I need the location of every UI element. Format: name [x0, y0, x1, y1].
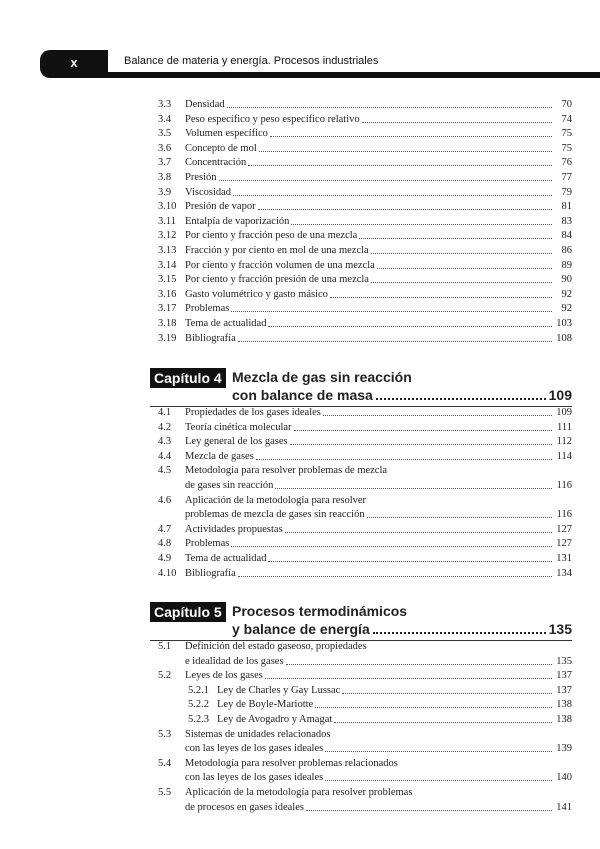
- entry-title: Metodología para resolver problemas relacionados: [185, 757, 398, 769]
- entry-page: 92: [561, 303, 572, 315]
- entry-page: 137: [556, 684, 572, 696]
- page-number-tab: x: [40, 50, 108, 78]
- leader-dots: [256, 459, 552, 460]
- entry-page: 109: [556, 407, 572, 418]
- leader-dots: [275, 488, 552, 489]
- entry-title: Problemas: [185, 303, 230, 315]
- entry-number: 4.4: [158, 450, 172, 462]
- leader-dots: [238, 576, 552, 577]
- leader-dots: [265, 678, 552, 679]
- entry-number: 4.7: [158, 523, 172, 535]
- entry-title: Aplicación de la metodología para resolver problemas: [185, 787, 413, 798]
- entry-page: 89: [561, 259, 572, 271]
- entry-title: Presión de vapor: [185, 201, 256, 213]
- entry-number: 3.11: [158, 215, 176, 227]
- entry-page: 76: [561, 157, 572, 169]
- entry-number: 4.5: [158, 465, 172, 477]
- entry-page: 74: [561, 113, 572, 125]
- entry-title: Tema de actualidad: [185, 318, 267, 329]
- entry-number: 3.3: [158, 99, 172, 110]
- leader-dots: [325, 780, 552, 781]
- entry-page: 81: [561, 201, 572, 213]
- entry-page: 138: [556, 714, 572, 725]
- leader-dots: [219, 180, 553, 181]
- entry-number: 5.4: [158, 757, 172, 769]
- leader-dots: [227, 107, 552, 108]
- entry-number: 3.14: [158, 259, 177, 271]
- entry-number: 4.9: [158, 553, 172, 564]
- entry-number: 3.5: [158, 128, 172, 140]
- entry-title: Por ciento y fracción peso de una mezcla: [185, 230, 358, 242]
- entry-title-cont: con las leyes de los gases ideales: [185, 743, 324, 755]
- leader-dots: [371, 253, 552, 254]
- entry-title: Ley general de los gases: [185, 436, 288, 448]
- leader-dots: [286, 664, 552, 665]
- entry-number: 3.6: [158, 142, 172, 154]
- entry-number: 3.16: [158, 288, 177, 300]
- entry-page: 141: [556, 801, 572, 813]
- entry-page: 138: [556, 699, 572, 711]
- leader-dots: [268, 561, 552, 562]
- chapter-title-cont: con balance de masa: [232, 387, 373, 403]
- leader-dots: [377, 268, 552, 269]
- entry-page: 135: [556, 655, 572, 667]
- leader-dots: [248, 165, 552, 166]
- entry-title: Ley de Avogadro y Amagat: [217, 714, 333, 725]
- entry-title-cont: con las leyes de los gases ideales: [185, 772, 324, 784]
- entry-page: 86: [561, 245, 572, 256]
- running-title: Balance de materia y energía. Procesos industriales: [124, 55, 379, 67]
- entry-title: Propiedades de los gases ideales: [185, 407, 321, 418]
- entry-title-cont: de procesos en gases ideales: [185, 801, 304, 813]
- leader-dots: [362, 122, 552, 123]
- entry-title: Por ciento y fracción volumen de una mezcla: [185, 259, 375, 271]
- leader-dots: [291, 224, 552, 225]
- leader-dots: [268, 326, 552, 327]
- leader-dots: [306, 810, 552, 811]
- entry-page: 134: [556, 567, 572, 579]
- entry-title: Teoría cinética molecular: [185, 421, 292, 433]
- entry-number: 5.3: [158, 728, 172, 740]
- entry-title: Metodología para resolver problemas de mezcla: [185, 465, 388, 477]
- entry-page: 75: [561, 128, 572, 140]
- chapter-title-cont: y balance de energía: [232, 621, 370, 637]
- entry-page: 127: [556, 538, 572, 550]
- entry-page: 116: [556, 509, 572, 521]
- entry-page: 114: [556, 450, 572, 462]
- leader-dots: [258, 209, 552, 210]
- entry-number: 4.3: [158, 436, 172, 448]
- entry-title: Concentración: [185, 157, 247, 169]
- entry-number: 5.2: [158, 670, 172, 682]
- entry-page: 111: [557, 421, 572, 433]
- entry-number: 3.12: [158, 230, 177, 242]
- leader-dots: [325, 751, 552, 752]
- entry-page: 92: [561, 288, 572, 300]
- entry-title: Volumen específico: [185, 128, 268, 140]
- entry-title: Ley de Boyle-Mariotte: [217, 699, 314, 711]
- entry-number: 5.1: [158, 641, 172, 652]
- leader-dots: [259, 151, 552, 152]
- entry-number: 4.8: [158, 538, 172, 550]
- entry-number: 3.4: [158, 113, 172, 125]
- entry-title: Concepto de mol: [185, 142, 257, 154]
- entry-number: 4.10: [158, 567, 177, 579]
- entry-title: Mezcla de gases: [185, 450, 254, 462]
- entry-title: Fracción y por ciento en mol de una mezcla: [185, 245, 369, 256]
- entry-title: Aplicación de la metodología para resolver: [185, 494, 367, 506]
- entry-title-cont: de gases sin reacción: [185, 479, 274, 491]
- leader-dots: [294, 430, 552, 431]
- entry-page: 75: [561, 142, 572, 154]
- leader-dots: [342, 693, 552, 694]
- chapter-label: Capítulo 5: [150, 602, 226, 622]
- chapter-title-line2: [232, 620, 572, 638]
- entry-title: Peso específico y peso específico relativo: [185, 113, 360, 125]
- leader-dots: [373, 632, 546, 634]
- chapter-page: 135: [548, 621, 572, 637]
- leader-dots: [334, 722, 552, 723]
- leader-dots: [330, 297, 552, 298]
- header-rule: [108, 72, 600, 78]
- leader-dots: [233, 195, 552, 196]
- entry-page: 83: [561, 215, 572, 227]
- entry-page: 90: [561, 274, 572, 286]
- entry-page: 103: [556, 318, 572, 329]
- entry-title: Leyes de los gases: [185, 670, 263, 682]
- entry-title: Densidad: [185, 99, 225, 110]
- entry-title: Sistemas de unidades relacionados: [185, 728, 331, 740]
- entry-title: Actividades propuestas: [185, 523, 283, 535]
- leader-dots: [376, 398, 546, 400]
- leader-dots: [231, 311, 552, 312]
- entry-number: 3.19: [158, 332, 177, 344]
- leader-dots: [285, 532, 552, 533]
- chapter-title: Mezcla de gas sin reacción: [232, 369, 412, 385]
- entry-title: Por ciento y fracción presión de una mezcla: [185, 274, 369, 286]
- entry-title: Viscosidad: [185, 186, 232, 198]
- entry-page: 112: [556, 436, 572, 448]
- chapter-title: Procesos termodinámicos: [232, 603, 408, 619]
- leader-dots: [270, 136, 552, 137]
- entry-title: Entalpía de vaporización: [185, 215, 290, 227]
- entry-number: 5.2.3: [188, 714, 209, 725]
- entry-number: 4.2: [158, 421, 172, 433]
- entry-page: 108: [556, 332, 572, 344]
- entry-number: 4.6: [158, 494, 172, 506]
- chapter-label: Capítulo 4: [150, 368, 226, 388]
- leader-dots: [238, 341, 552, 342]
- entry-page: 127: [556, 523, 572, 535]
- page-header: [40, 50, 600, 78]
- chapter-rule: [150, 406, 572, 407]
- entry-title-cont: problemas de mezcla de gases sin reacción: [185, 509, 365, 521]
- entry-number: 5.2.2: [188, 699, 209, 711]
- entry-number: 3.9: [158, 186, 172, 198]
- entry-page: 70: [561, 99, 572, 110]
- entry-number: 3.17: [158, 303, 177, 315]
- leader-dots: [367, 517, 552, 518]
- entry-number: 3.18: [158, 318, 177, 329]
- entry-page: 79: [561, 186, 572, 198]
- entry-number: 5.2.1: [188, 684, 209, 696]
- entry-number: 3.7: [158, 157, 172, 169]
- entry-title: Gasto volumétrico y gasto másico: [185, 288, 328, 300]
- entry-title-cont: e idealidad de los gases: [185, 655, 284, 667]
- leader-dots: [323, 415, 552, 416]
- entry-page: 139: [556, 743, 572, 755]
- entry-number: 3.8: [158, 172, 172, 183]
- entry-title: Problemas: [185, 538, 230, 550]
- chapter-rule: [150, 640, 572, 641]
- entry-page: 137: [556, 670, 572, 682]
- entry-page: 84: [561, 230, 572, 242]
- leader-dots: [315, 707, 552, 708]
- entry-page: 77: [561, 172, 572, 183]
- leader-dots: [290, 444, 552, 445]
- entry-page: 140: [556, 772, 572, 784]
- entry-title: Bibliografía: [185, 567, 236, 579]
- entry-number: 4.1: [158, 407, 172, 418]
- leader-dots: [231, 546, 552, 547]
- entry-title: Ley de Charles y Gay Lussac: [217, 684, 341, 696]
- entry-number: 5.5: [158, 787, 172, 798]
- entry-title: Presión: [185, 172, 217, 183]
- entry-page: 116: [556, 479, 572, 491]
- entry-title: Tema de actualidad: [185, 553, 267, 564]
- entry-number: 3.15: [158, 274, 177, 286]
- entry-number: 3.13: [158, 245, 177, 256]
- chapter-title-line2: [232, 386, 572, 404]
- entry-title: Bibliografía: [185, 332, 236, 344]
- leader-dots: [371, 282, 552, 283]
- chapter-page: 109: [548, 387, 572, 403]
- leader-dots: [359, 238, 552, 239]
- entry-title: Definición del estado gaseoso, propiedades: [185, 641, 367, 652]
- entry-number: 3.10: [158, 201, 177, 213]
- entry-page: 131: [556, 553, 572, 564]
